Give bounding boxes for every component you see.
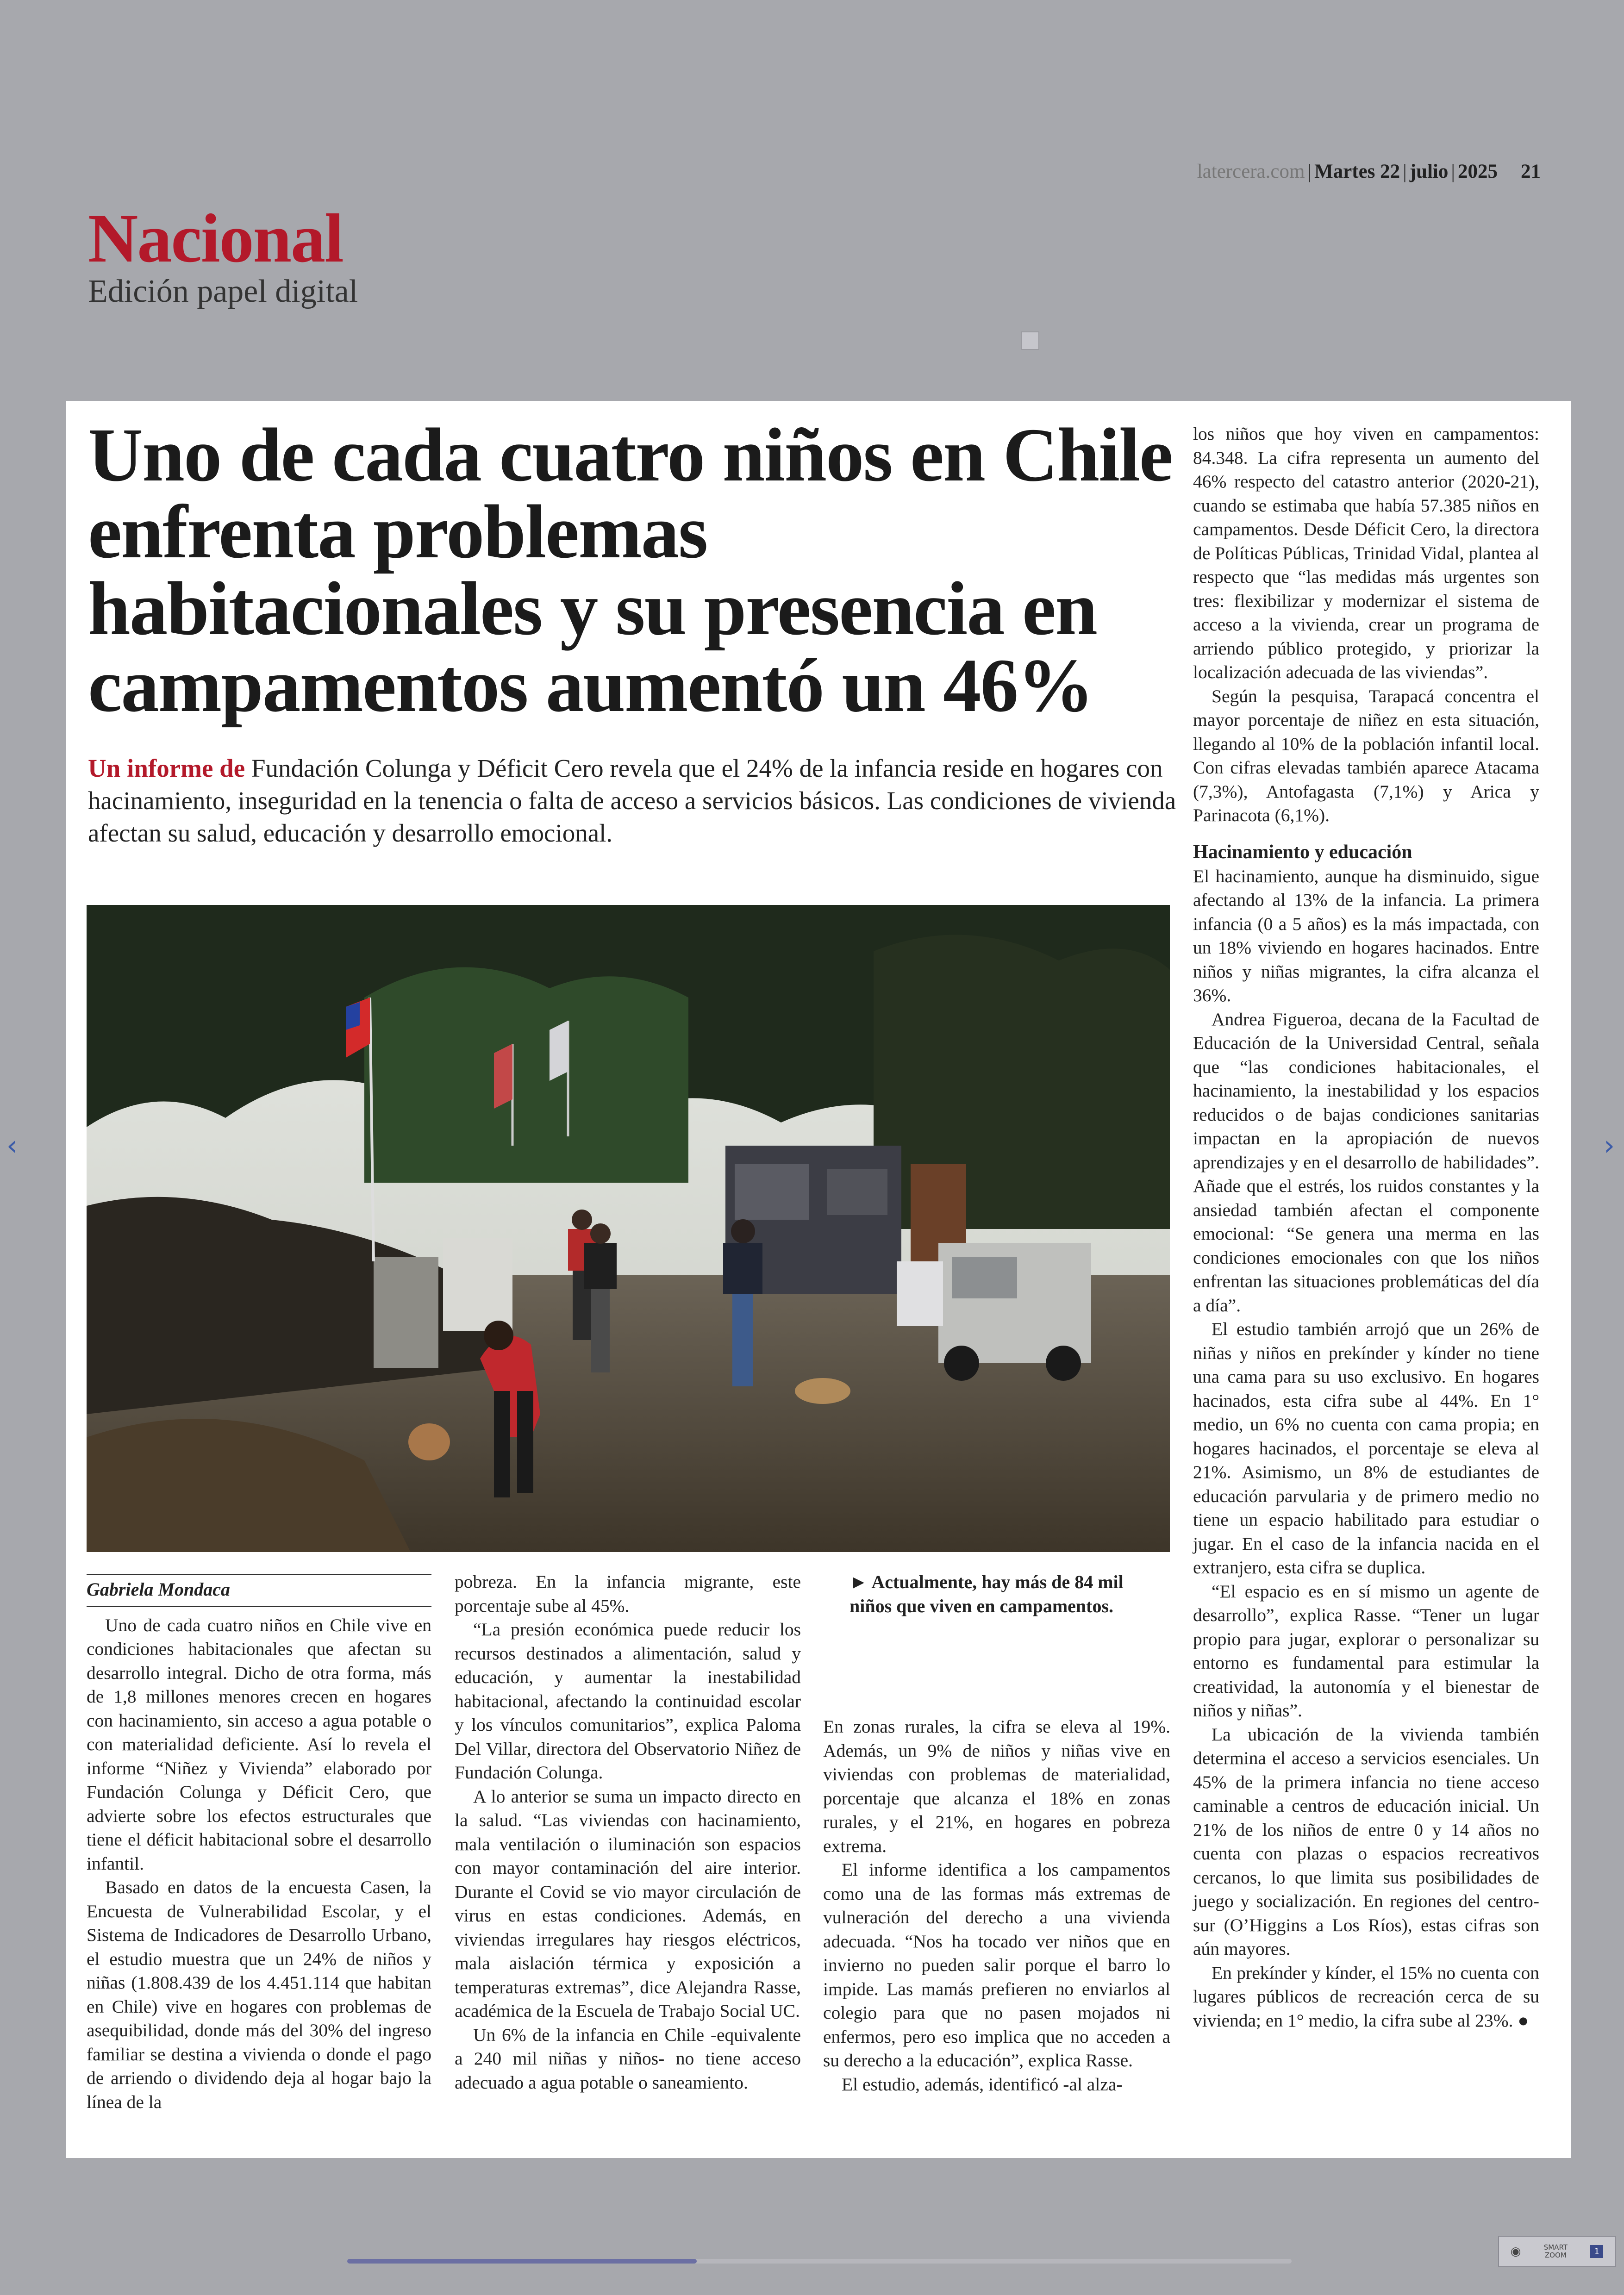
paragraph: Basado en datos de la encuesta Casen, la Encuesta de Vulnerabilidad Escolar, y el Sistema de Indicadores de Desarrollo Urbano, el estudio muestra que un 24% de niños y niñas (1.808.439 de los 4.451.114 que habitan en Chile) vive en hogares con problemas de asequibilidad, donde más del 30% del ingreso familiar se destina a vivienda o donde el pago de arriendo o dividendo deja al hogar bajo la línea de la: [87, 1877, 431, 2112]
lead-highlight: Un informe de: [88, 754, 245, 782]
section-title: Nacional: [88, 200, 343, 277]
edition-label: Edición papel digital: [88, 274, 358, 309]
scrollbar-thumb[interactable]: [347, 2259, 697, 2264]
article-column-4: [1193, 422, 1539, 2033]
paragraph: El hacinamiento, aunque ha disminuido, sigue afectando al 13% de la infancia. La primera infancia (0 a 5 años) es la más impactada, con un 18% viviendo en hogares hacinados. Entre niños y niñas migrantes, la cifra alcanza el 36%.: [1193, 866, 1539, 1005]
page-scrollbar[interactable]: [347, 2259, 1292, 2264]
month: julio: [1409, 161, 1449, 182]
headline: Uno de cada cuatro niños en Chile enfrenta problemas habitacionales y su presencia en campamentos aumentó un 46%: [88, 412, 1173, 728]
paragraph: Según la pesquisa, Tarapacá concentra el mayor porcentaje de niñez en esta situación, llegando al 10% de la población infantil local. Con cifras elevadas también aparece Atacama (7,3%), Antofagasta (7,1%) y Arica y Parinacota (6,1%).: [1193, 686, 1539, 825]
zoom-page-badge: 1: [1590, 2245, 1603, 2258]
page-number: 21: [1521, 161, 1541, 182]
smart-zoom-button[interactable]: [1498, 2236, 1616, 2267]
article-photo: [87, 905, 1170, 1552]
paragraph: El estudio, además, identificó -al alza-: [842, 2074, 1123, 2095]
photo-caption: ► Actualmente, hay más de 84 mil niños que viven en campamentos.: [849, 1572, 1124, 1616]
paragraph: La ubicación de la vivienda también determina el acceso a servicios esenciales. Un 45% de la primera infancia no tiene acceso caminable a centros de educación inicial. Un 21% de los niños de entre 0 y 14 años no cuenta con plazas o espacios recreativos cercanos, lo que limita sus posibilidades de juego y socialización. En regiones del centro-sur (O’Higgins a Los Ríos), estas cifras son aún mayores.: [1193, 1724, 1539, 1959]
paragraph: Andrea Figueroa, decana de la Facultad de Educación de la Universidad Central, señala que “las condiciones habitacionales, el hacinamiento, la inestabilidad y los espacios reducidos o de bajas condiciones sanitarias impactan en la apropiación de nuevos aprendizajes y en el desarrollo de habilidades”. Añade que el estrés, los ruidos constantes y la ansiedad también afectan el componente emocional: “Se genera una merma en las condiciones emocionales con que los niños enfrentan las situaciones problemáticas del día a día”.: [1193, 1009, 1539, 1316]
paragraph: En zonas rurales, la cifra se eleva al 19%. Además, un 9% de niños y niñas vive en viviendas con problemas de materialidad, porcentaje que alcanza el 18% en zonas rurales, y el 21%, en hogares en pobreza extrema.: [823, 1716, 1170, 1856]
site-name: latercera.com: [1197, 161, 1305, 182]
article-column-1: [87, 1574, 431, 2114]
paragraph: El estudio también arrojó que un 26% de niñas y niños en prekínder y kínder no tiene una cama para su uso exclusivo. En hogares hacinados, esta cifra sube al 44%. En 1° medio, un 6% no cuenta con cama propia; en hogares hacinados, el porcentaje se eleva al 21%. Asimismo, un 8% de estudiantes de educación parvularia y de primero medio no tiene un espacio habilitado para estudiar o jugar. En el caso de la infancia nacida en el extranjero, esta cifra se duplica.: [1193, 1319, 1539, 1578]
subheading: Hacinamiento y educación: [1193, 841, 1412, 863]
lead-paragraph: [88, 752, 1181, 849]
prev-page-arrow-icon[interactable]: ‹: [6, 1129, 18, 1162]
next-page-arrow-icon[interactable]: ›: [1604, 1129, 1615, 1162]
paragraph: En prekínder y kínder, el 15% no cuenta con lugares públicos de recreación cerca de su vivienda; en 1° medio, la cifra sube al 23%. ●: [1193, 1962, 1539, 2031]
paragraph: los niños que hoy viven en campamentos: 84.348. La cifra representa un aumento del 46% respecto del catastro anterior (2020-21), cuando se estimaba que había 57.385 niños en campamentos. Desde Déficit Cero, la directora de Políticas Públicas, Trinidad Vidal, plantea al respecto que “las medidas más urgentes son tres: flexibilizar y modernizar el sistema de acceso a la vivienda, crear un programa de arriendo público protegido, y priorizar la localización adecuada de las viviendas”.: [1193, 424, 1539, 682]
page-thumbnail-icon[interactable]: [1021, 331, 1039, 350]
date-header: latercera.com | Martes 22 | julio | 2025 21: [1197, 161, 1541, 182]
article-column-3: [823, 1715, 1170, 2096]
day: Martes 22: [1314, 161, 1400, 182]
paragraph: A lo anterior se suma un impacto directo en la salud. “Las viviendas con hacinamiento, mala ventilación o iluminación son espacios con mayor contaminación del aire interior. Durante el Covid se vio mayor circulación de virus en estas condiciones. Además, en viviendas irregulares hay riesgos eléctricos, mala aislación térmica y exposición a temperaturas extremas”, dice Alejandra Rasse, académica de la Escuela de Trabajo Social UC.: [455, 1786, 801, 2021]
paragraph: “El espacio es en sí mismo un agente de desarrollo”, explica Rasse. “Tener un lugar propio para jugar, explorar o personalizar su entorno es fundamental para estimular la creatividad, la autonomía y el bienestar de niños y niñas”.: [1193, 1581, 1539, 1721]
paragraph: “La presión económica puede reducir los recursos destinados a alimentación, salud y educación, y aumentar la inestabilidad habitacional, afectando la continuidad escolar y los vínculos comunitarios”, explica Paloma Del Villar, directora del Observatorio Niñez de Fundación Colunga.: [455, 1619, 801, 1783]
article-column-2: [455, 1570, 801, 2095]
paragraph: Uno de cada cuatro niños en Chile vive en condiciones habitacionales que afectan su desarrollo integral. Dicho de otra forma, más de 1,8 millones menores crecen en hogares con hacinamiento, sin acceso a agua potable o con materialidad deficiente. Así lo revela el informe “Niñez y Vivienda” elaborado por Fundación Colunga y Déficit Cero, que advierte sobre los efectos estructurales que tiene el déficit habitacional sobre el desarrollo infantil.: [87, 1615, 431, 1874]
lead-text: Fundación Colunga y Déficit Cero revela que el 24% de la infancia reside en hogares con hacinamiento, inseguridad en la tenencia o falta de acceso a servicios básicos. Las condiciones de vivienda afectan su salud, educación y desarrollo emocional.: [88, 754, 1176, 847]
paragraph: Un 6% de la infancia en Chile -equivalente a 240 mil niñas y niños- no tiene acceso adecuado a agua potable o saneamiento.: [455, 2024, 801, 2093]
eye-icon: ◉: [1510, 2245, 1521, 2258]
paragraph: pobreza. En la infancia migrante, este porcentaje sube al 45%.: [455, 1572, 801, 1616]
campamento-photo-illustration: [87, 905, 1170, 1552]
year: 2025: [1458, 161, 1498, 182]
smart-zoom-label: SMART ZOOM: [1543, 2243, 1568, 2259]
paragraph: El informe identifica a los campamentos como una de las formas más extremas de vulneración del derecho a una vivienda adecuada. “Nos ha tocado ver niños que en invierno no pueden salir porque el barro lo impide. Las mamás prefieren no enviarlos al colegio para que no pasen mojados ni enfermos, pero eso implica que no acceden a su derecho a la educación”, explica Rasse.: [823, 1859, 1170, 2070]
byline: Gabriela Mondaca: [87, 1574, 431, 1607]
